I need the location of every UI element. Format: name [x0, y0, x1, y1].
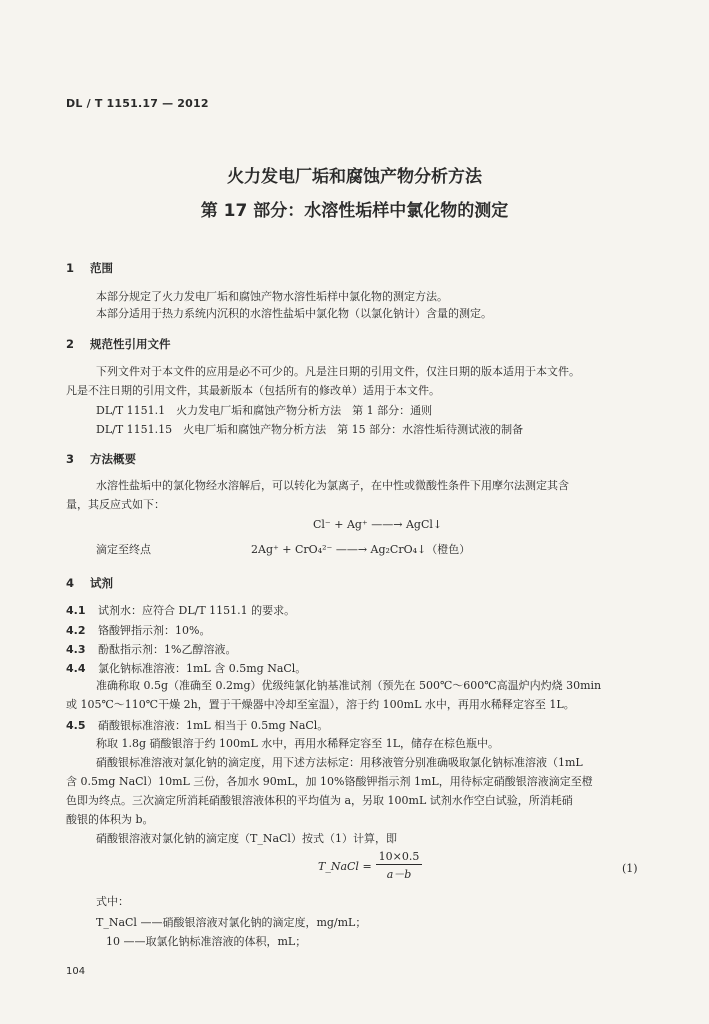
clause-4-5-line: 称取 1.8g 硝酸银溶于约 100mL 水中，再用水稀释定容至 1L，储存在棕色瓶中。 — [96, 737, 500, 750]
reference-item: DL/T 1151.1 火力发电厂垢和腐蚀产物分析方法 第 1 部分：通则 — [96, 404, 433, 417]
section-1-heading: 1 范围 — [66, 261, 113, 275]
clause-4-3: 4.3 酚酞指示剂：1%乙醇溶液。 — [66, 643, 237, 656]
equation-number: (1) — [622, 862, 638, 875]
clause-4-5-line: 含 0.5mg NaCl）10mL 三份，各加水 90mL，加 10%铬酸钾指示剂 1mL，用待标定硝酸银溶液滴定至橙 — [66, 775, 593, 788]
definition-item: 10 ——取氯化钠标准溶液的体积，mL； — [106, 935, 307, 948]
section-4-heading: 4 试剂 — [66, 576, 113, 590]
clause-4-5: 4.5 硝酸银标准溶液：1mL 相当于 0.5mg NaCl。 — [66, 719, 329, 732]
reference-item: DL/T 1151.15 火电厂垢和腐蚀产物分析方法 第 15 部分：水溶性垢待测试液的制备 — [96, 423, 524, 436]
section-2-line: 下列文件对于本文件的应用是必不可少的。凡是注日期的引用文件，仅注日期的版本适用于本文件。 — [96, 365, 580, 378]
clause-4-5-line: 硝酸银标准溶液对氯化钠的滴定度，用下述方法标定：用移液管分别准确吸取氯化钠标准溶液（1mL — [96, 756, 583, 769]
standard-code: DL / T 1151.17 — 2012 — [66, 97, 209, 110]
titer-formula: T_NaCl = $\frac{10\times 0.5}{a-b}$ — [318, 850, 422, 882]
definition-item: T_NaCl ——硝酸银溶液对氯化钠的滴定度，mg/mL； — [96, 916, 367, 929]
page-number: 104 — [66, 966, 86, 977]
clause-4-4-line: 或 105℃～110℃干燥 2h，置于干燥器中冷却至室温），溶于约 100mL 水中，再用水稀释定容至 1L。 — [66, 698, 575, 711]
endpoint-label: 滴定至终点 — [96, 543, 151, 556]
document-title: 火力发电厂垢和腐蚀产物分析方法 — [227, 167, 482, 187]
section-1-line: 本部分规定了火力发电厂垢和腐蚀产物水溶性垢样中氯化物的测定方法。 — [96, 290, 448, 303]
section-1-line: 本部分适用于热力系统内沉积的水溶性盐垢中氯化物（以氯化钠计）含量的测定。 — [96, 307, 492, 320]
clause-4-2: 4.2 铬酸钾指示剂：10%。 — [66, 624, 211, 637]
section-2-heading: 2 规范性引用文件 — [66, 337, 171, 351]
reaction-equation-1: Cl⁻ + Ag⁺ ——→ AgCl↓ — [313, 518, 443, 531]
clause-4-5-line: 硝酸银溶液对氯化钠的滴定度（T_NaCl）按式（1）计算，即 — [96, 832, 397, 845]
where-label: 式中： — [96, 895, 129, 908]
clause-4-5-line: 酸银的体积为 b。 — [66, 813, 154, 826]
section-3-heading: 3 方法概要 — [66, 452, 136, 466]
clause-4-1: 4.1 试剂水：应符合 DL/T 1151.1 的要求。 — [66, 604, 296, 617]
section-2-line: 凡是不注日期的引用文件，其最新版本（包括所有的修改单）适用于本文件。 — [66, 384, 440, 397]
clause-4-4: 4.4 氯化钠标准溶液：1mL 含 0.5mg NaCl。 — [66, 662, 307, 675]
formula-fraction: $\frac{10\times 0.5}{a-b}$ — [376, 850, 423, 882]
clause-4-5-line: 色即为终点。三次滴定所消耗硝酸银溶液体积的平均值为 a，另取 100mL 试剂水作空白试验，所消耗硝 — [66, 794, 573, 807]
document-subtitle: 第 17 部分：水溶性垢样中氯化物的测定 — [200, 201, 509, 221]
clause-4-4-line: 准确称取 0.5g（准确至 0.2mg）优级纯氯化钠基准试剂（预先在 500℃～600℃高温炉内灼烧 30min — [96, 679, 602, 692]
section-3-line: 量，其反应式如下： — [66, 498, 165, 511]
section-3-line: 水溶性盐垢中的氯化物经水溶解后，可以转化为氯离子，在中性或微酸性条件下用摩尔法测定其含 — [96, 479, 569, 492]
reaction-equation-2: 2Ag⁺ + CrO₄²⁻ ——→ Ag₂CrO₄↓（橙色） — [251, 543, 471, 556]
